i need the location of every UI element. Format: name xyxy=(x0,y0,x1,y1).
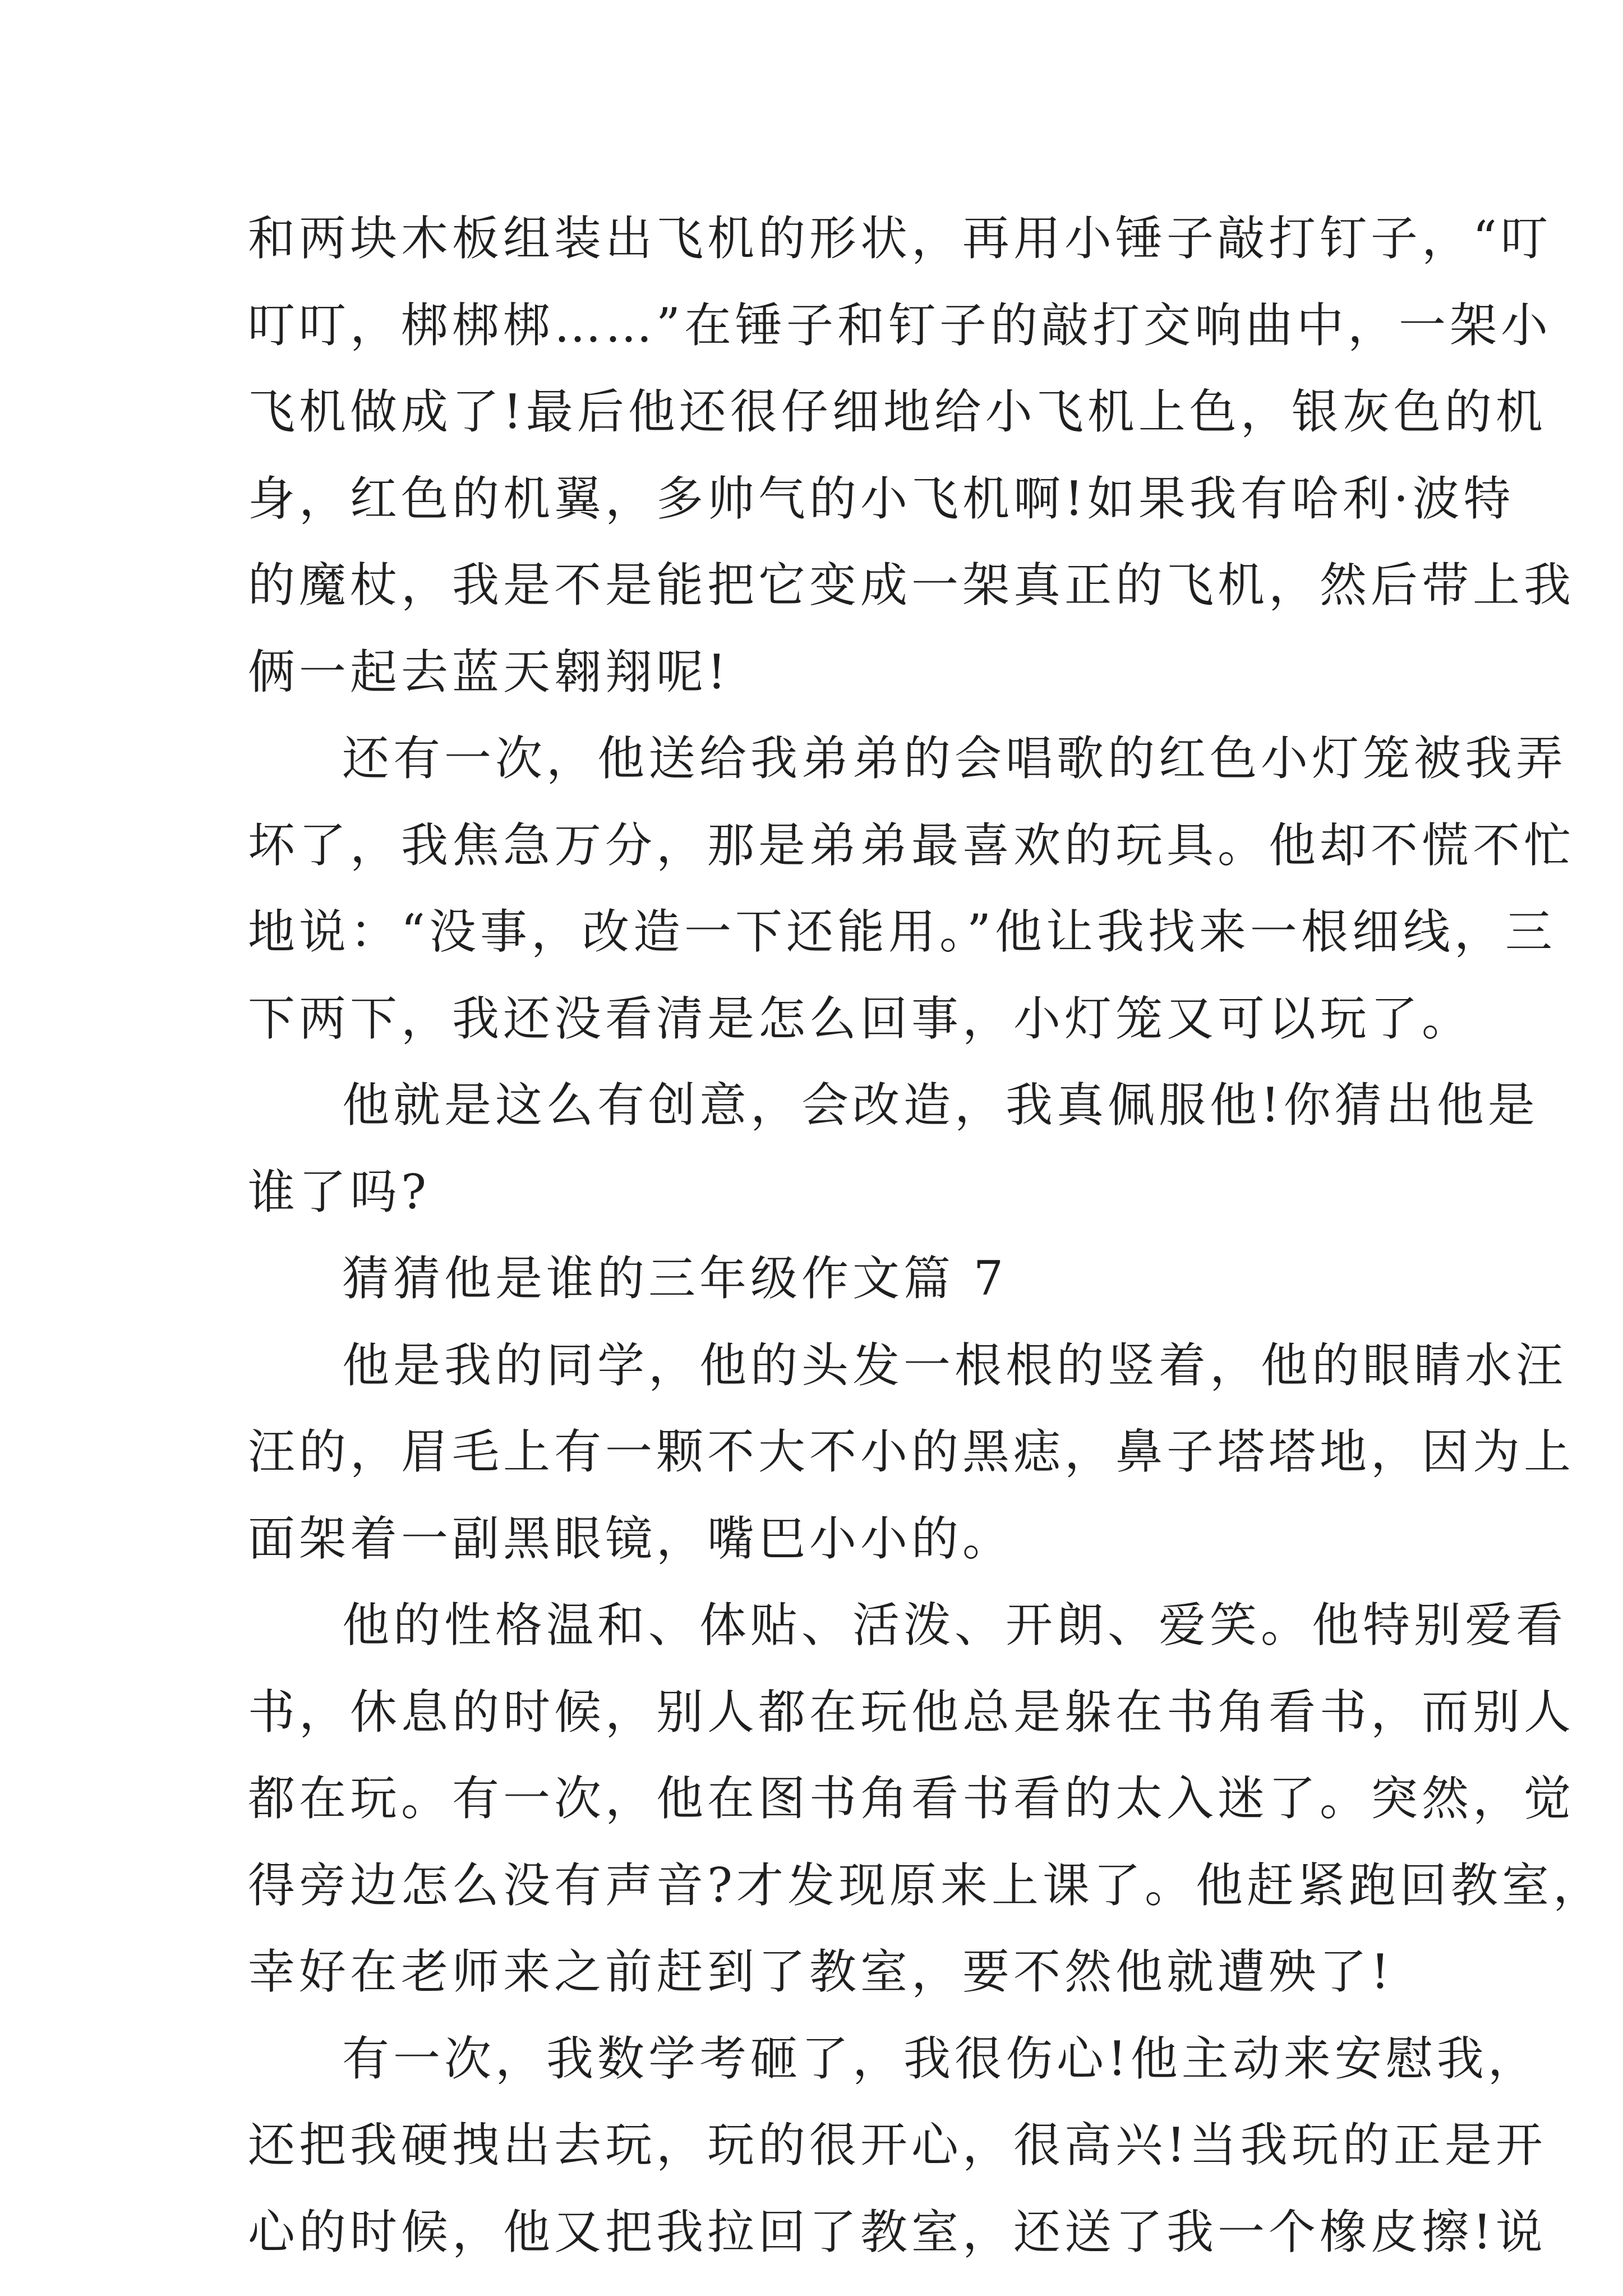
text-line: 书，休息的时候，别人都在玩他总是躲在书角看书，而别人 xyxy=(248,1684,1575,1740)
document-body xyxy=(248,195,1604,2275)
text-line: 叮叮，梆梆梆……”在锤子和钉子的敲打交响曲中，一架小 xyxy=(248,297,1552,353)
text-line: 飞机做成了!最后他还很仔细地给小飞机上色，银灰色的机 xyxy=(248,384,1547,439)
text-line: 谁了吗? xyxy=(248,1164,431,1220)
paragraph-start-line: 还有一次，他送给我弟弟的会唱歌的红色小灯笼被我弄 xyxy=(342,731,1567,786)
text-line: 俩一起去蓝天翱翔呢! xyxy=(248,644,730,700)
text-line: 心的时候，他又把我拉回了教室，还送了我一个橡皮擦!说 xyxy=(248,2204,1547,2260)
paragraph-start-line: 他是我的同学，他的头发一根根的竖着，他的眼睛水汪 xyxy=(342,1337,1567,1393)
text-line: 面架着一副黑眼镜，嘴巴小小的。 xyxy=(248,1511,1014,1566)
paragraph-start-line: 有一次，我数学考砸了，我很伤心!他主动来安慰我， xyxy=(342,2031,1539,2086)
paragraph-start-line: 他的性格温和、体贴、活泼、开朗、爱笑。他特别爱看 xyxy=(342,1598,1567,1653)
text-line: 都在玩。有一次，他在图书角看书看的太入迷了。突然，觉 xyxy=(248,1771,1575,1826)
text-line: 得旁边怎么没有声音?才发现原来上课了。他赶紧跑回教室， xyxy=(248,1857,1604,1913)
text-line: 还把我硬拽出去玩，玩的很开心，很高兴!当我玩的正是开 xyxy=(248,2118,1547,2173)
text-line: 汪的，眉毛上有一颗不大不小的黑痣，鼻子塔塔地，因为上 xyxy=(248,1424,1575,1479)
text-line: 地说：“没事，改造一下还能用。”他让我找来一根细线，三 xyxy=(248,904,1556,959)
text-line: 幸好在老师来之前赶到了教室，要不然他就遭殃了! xyxy=(248,1944,1394,1999)
text-line: 的魔杖，我是不是能把它变成一架真正的飞机，然后带上我 xyxy=(248,558,1575,613)
text-line: 下两下，我还没看清是怎么回事，小灯笼又可以玩了。 xyxy=(248,991,1473,1046)
text-line: 和两块木板组装出飞机的形状，再用小锤子敲打钉子，“叮 xyxy=(248,211,1552,266)
paragraph-start-line: 他就是这么有创意，会改造，我真佩服他!你猜出他是 xyxy=(342,1078,1539,1133)
text-line: 坏了，我焦急万分，那是弟弟最喜欢的玩具。他却不慌不忙 xyxy=(248,817,1575,873)
text-line: 身，红色的机翼，多帅气的小飞机啊!如果我有哈利·波特 xyxy=(248,471,1515,526)
section-heading: 猜猜他是谁的三年级作文篇 7 xyxy=(342,1251,1008,1306)
